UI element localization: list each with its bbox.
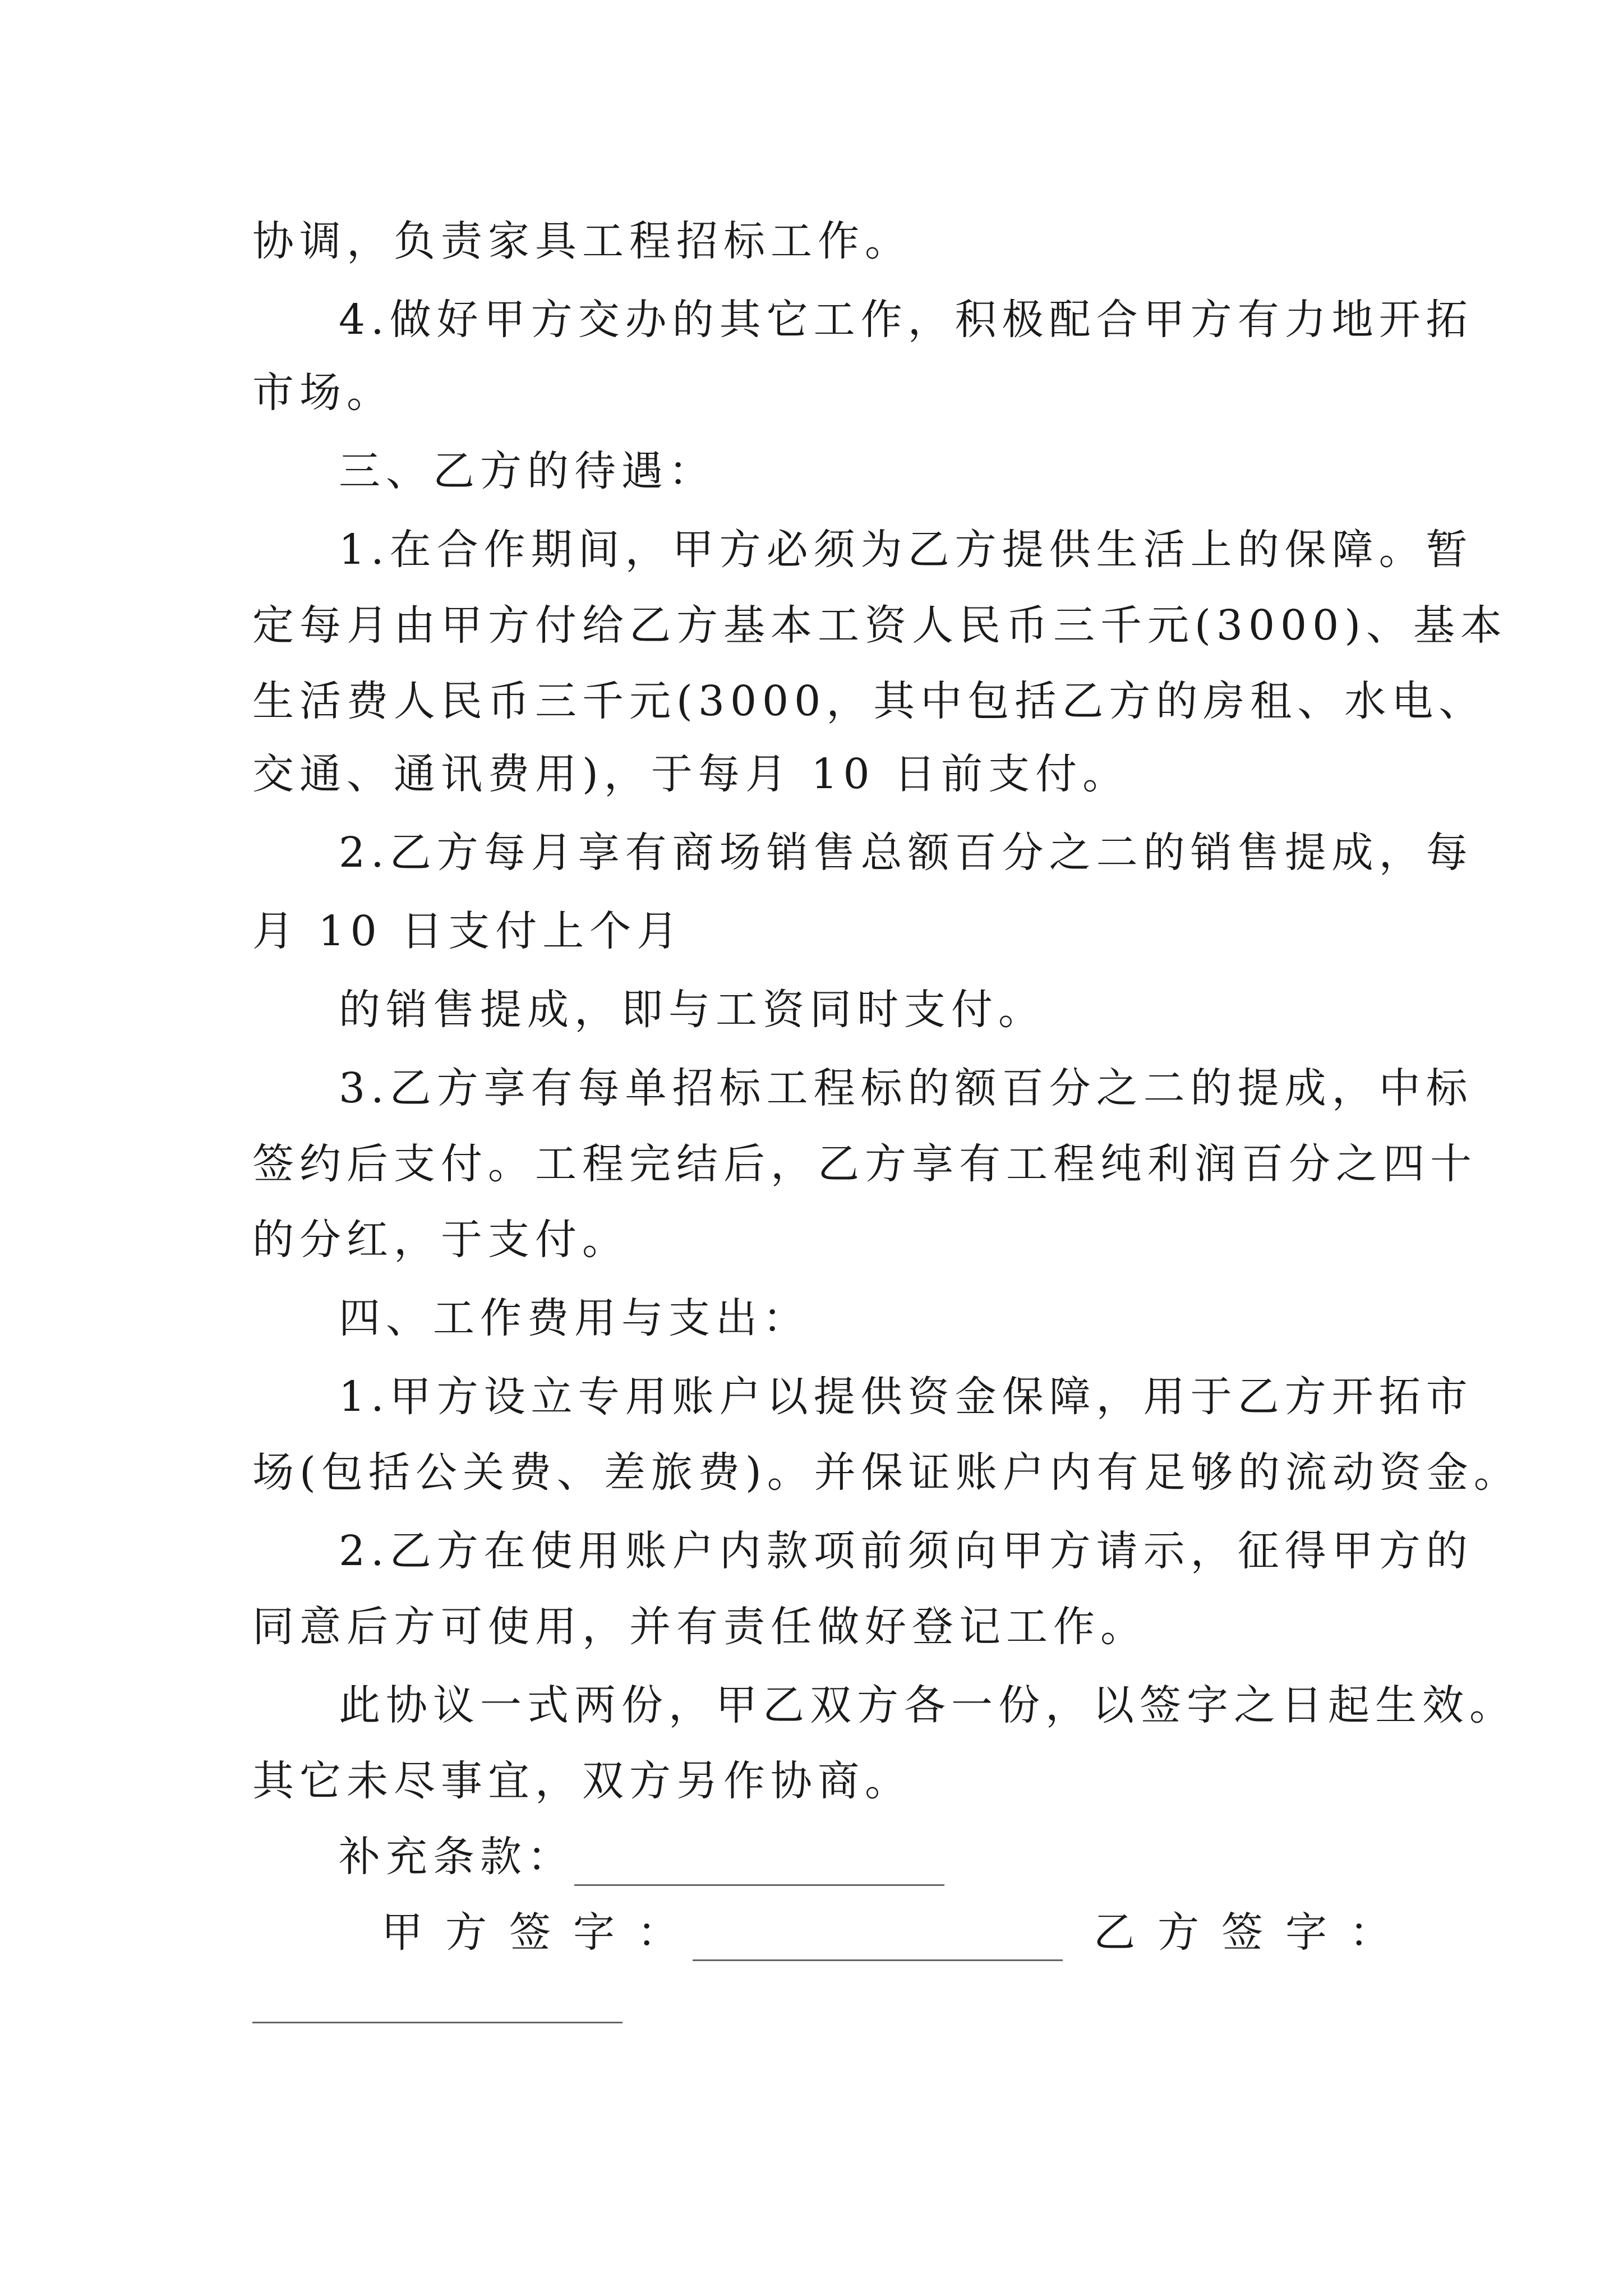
paragraph-line: 1.在合作期间，甲方必须为乙方提供生活上的保障。暂 [339,526,1473,574]
paragraph-line: 月 10 日支付上个月 [252,907,684,955]
paragraph-line: 其它未尽事宜，双方另作协商。 [252,1757,912,1805]
paragraph-line: 1.甲方设立专用账户以提供资金保障，用于乙方开拓市 [339,1373,1473,1421]
party-b-signature-label: 乙方签字： [1094,1908,1413,1957]
section-heading: 三、乙方的待遇： [339,447,716,495]
paragraph-line: 市场。 [252,369,394,417]
paragraph-line: 的销售提成，即与工资同时支付。 [339,986,1045,1034]
paragraph-line: 2.乙方每月享有商场销售总额百分之二的销售提成，每 [339,829,1473,877]
paragraph-line: 签约后支付。工程完结后，乙方享有工程纯利润百分之四十 [252,1140,1477,1188]
paragraph-line: 场(包括公关费、差旅费)。并保证账户内有足够的流动资金。 [252,1448,1521,1497]
paragraph-line: 的分红，于支付。 [252,1216,629,1264]
party-b-signature-blank [252,2022,623,2023]
paragraph-line: 同意后方可使用，并有责任做好登记工作。 [252,1603,1147,1651]
signature-row [381,1899,1413,1966]
paragraph-line: 生活费人民币三千元(3000，其中包括乙方的房租、水电、 [252,677,1486,725]
paragraph-line: 此协议一式两份，甲乙双方各一份，以签字之日起生效。 [339,1681,1516,1729]
paragraph-line: 定每月由甲方付给乙方基本工资人民币三千元(3000)、基本 [252,601,1508,650]
party-a-signature-label: 甲方签字： [381,1908,701,1957]
party-a-signature-blank [693,1899,1063,1961]
supplement-line [339,1823,1385,1890]
paragraph-line: 交通、通讯费用)，于每月 10 日前支付。 [252,750,1130,798]
paragraph-line: 3.乙方享有每单招标工程标的额百分之二的提成，中标 [339,1064,1473,1112]
paragraph-line: 协调，负责家具工程招标工作。 [252,217,912,265]
supplement-label: 补充条款： [339,1833,574,1881]
paragraph-line: 4.做好甲方交办的其它工作，积极配合甲方有力地开拓 [339,296,1473,344]
supplement-blank [574,1834,944,1886]
section-heading: 四、工作费用与支出： [339,1294,810,1342]
paragraph-line: 2.乙方在使用账户内款项前须向甲方请示，征得甲方的 [339,1527,1473,1575]
